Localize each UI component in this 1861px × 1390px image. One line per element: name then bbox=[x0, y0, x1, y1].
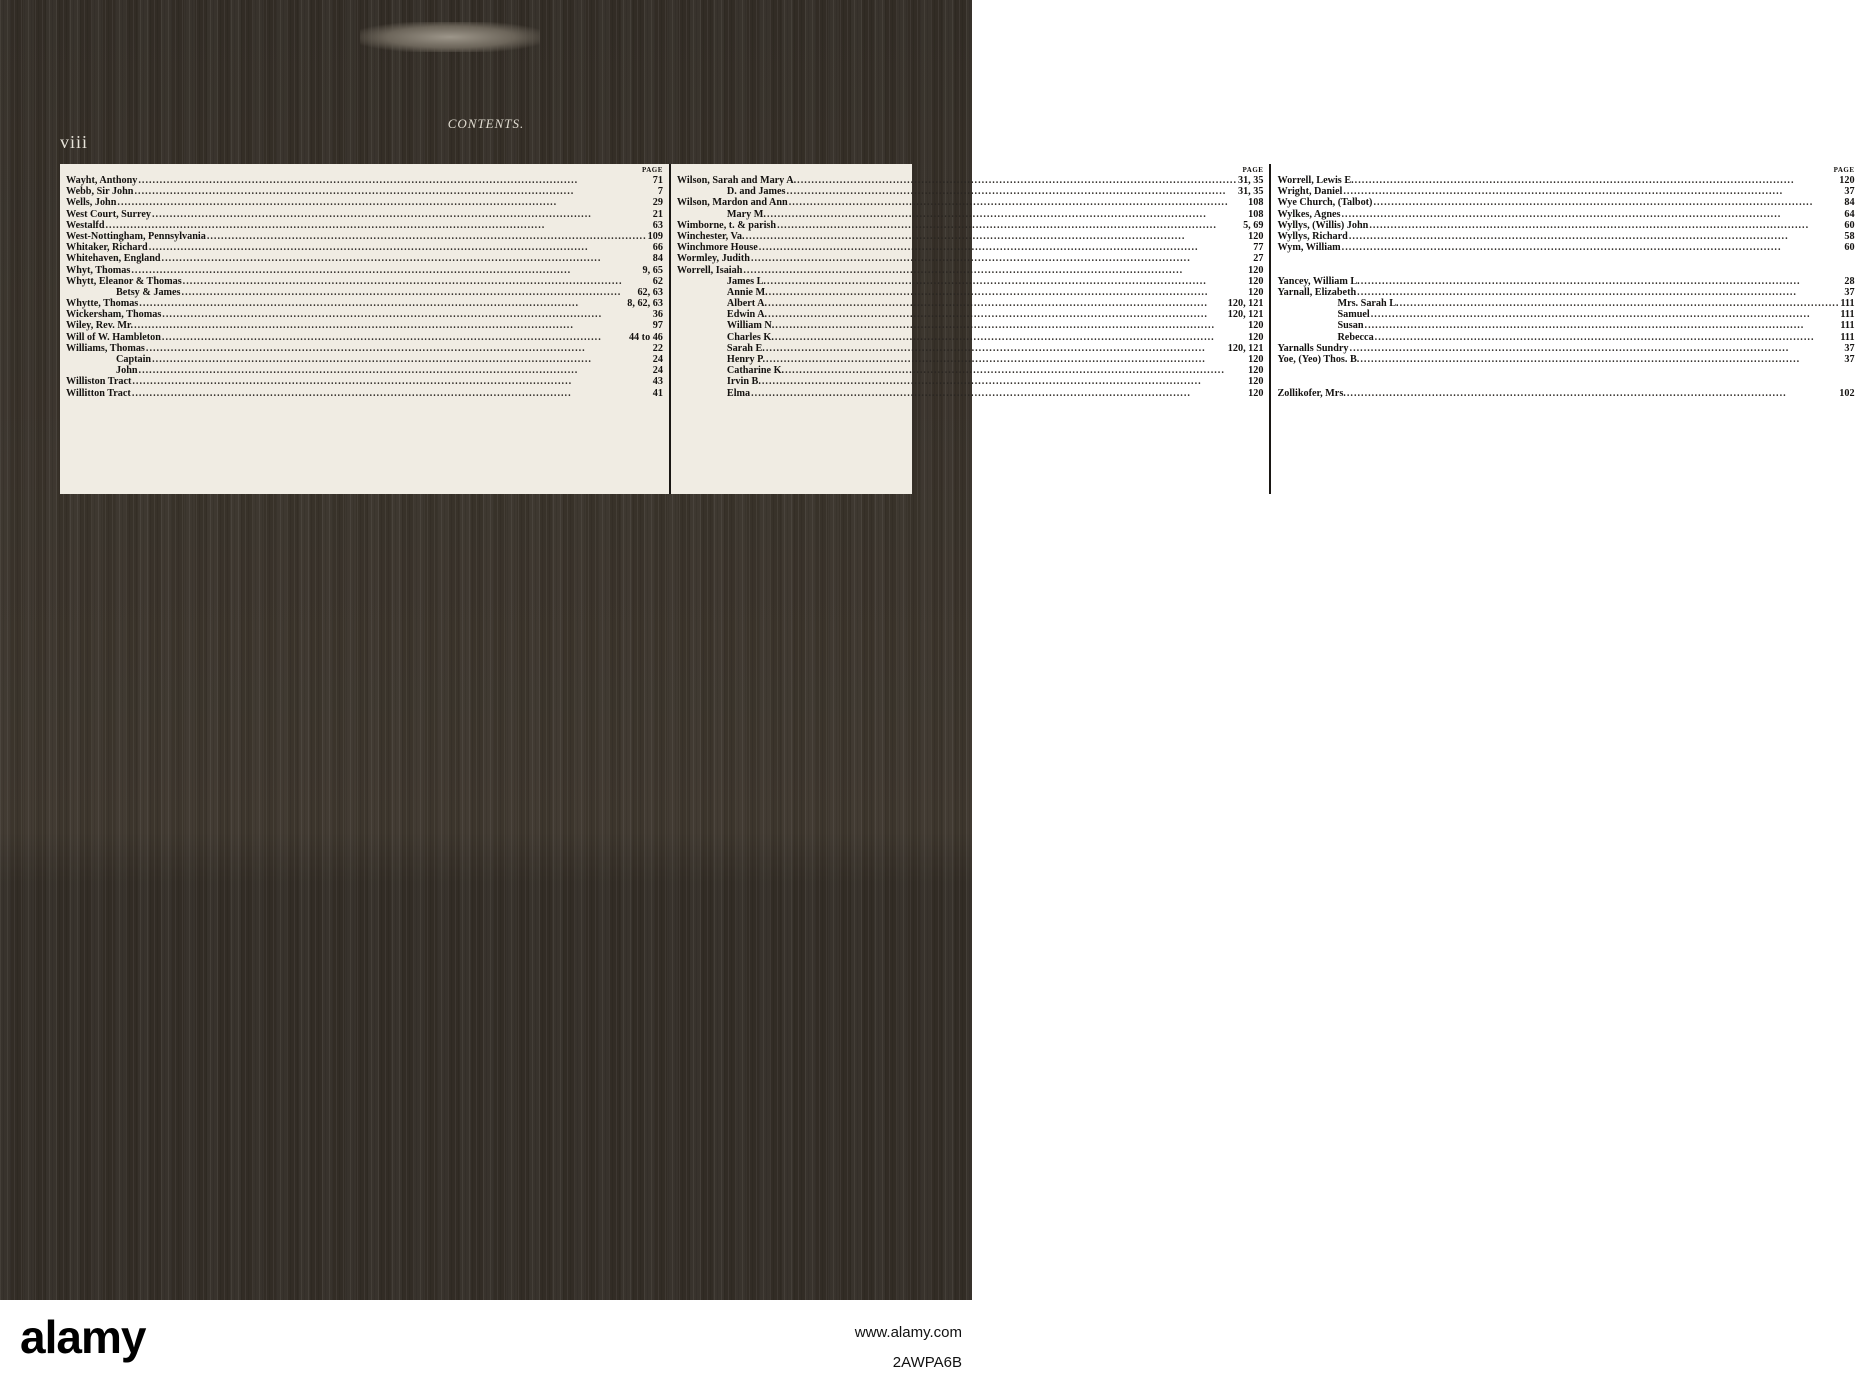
leader-dots bbox=[182, 287, 637, 298]
leader-dots bbox=[766, 354, 1247, 365]
contents-entry bbox=[1277, 309, 1854, 320]
contents-entry bbox=[677, 287, 1264, 298]
contents-entry bbox=[66, 332, 663, 343]
contents-entry bbox=[1277, 320, 1854, 331]
contents-column-2 bbox=[669, 164, 1270, 494]
entry-page: 111 bbox=[1840, 309, 1855, 321]
leader-dots bbox=[138, 175, 651, 186]
entry-name: Wickersham, Thomas bbox=[66, 309, 162, 321]
entry-name: Wayht, Anthony bbox=[66, 175, 138, 186]
contents-entry bbox=[677, 309, 1264, 320]
contents-entry bbox=[1277, 332, 1854, 343]
entry-name: Whitehaven, England bbox=[66, 253, 161, 265]
entry-name: Williston Tract bbox=[66, 376, 132, 388]
contents-entry bbox=[66, 253, 663, 264]
leader-dots bbox=[139, 365, 652, 376]
leader-dots bbox=[1373, 197, 1843, 208]
entry-page: 64 bbox=[1844, 208, 1855, 220]
footer-info bbox=[608, 1306, 962, 1386]
entry-name: Wilson, Sarah and Mary A. bbox=[676, 175, 797, 186]
contents-entry bbox=[66, 388, 663, 399]
footer-image-id: 2AWPA6B bbox=[892, 1354, 962, 1371]
leader-dots bbox=[769, 287, 1248, 298]
leader-dots bbox=[134, 320, 652, 331]
entry-name: Zollikofer, Mrs. bbox=[1277, 387, 1346, 399]
entry-name: Yarnalls Sundry bbox=[1277, 342, 1349, 354]
entry-page: 120, 121 bbox=[1227, 298, 1264, 310]
entry-page: 120 bbox=[1248, 264, 1264, 276]
entry-page: 71 bbox=[652, 175, 663, 186]
entry-page: 108 bbox=[1248, 208, 1264, 220]
entry-page: 66 bbox=[652, 242, 663, 254]
leader-dots bbox=[1350, 343, 1844, 354]
entry-page: 120 bbox=[1248, 275, 1264, 287]
leader-dots bbox=[1371, 309, 1840, 320]
entry-name: Willitton Tract bbox=[66, 387, 131, 399]
entry-name: Captain bbox=[116, 354, 152, 365]
contents-entry bbox=[66, 298, 663, 309]
entry-page: 120 bbox=[1248, 354, 1264, 365]
leader-dots bbox=[785, 365, 1247, 376]
contents-entry bbox=[1277, 276, 1854, 287]
entry-name: Winchester, Va. bbox=[676, 230, 745, 242]
leader-dots bbox=[775, 332, 1247, 343]
leader-dots bbox=[162, 253, 652, 264]
entry-name: Yarnall, Elizabeth bbox=[1277, 286, 1357, 298]
leader-dots bbox=[789, 197, 1247, 208]
leader-dots bbox=[759, 242, 1253, 253]
leader-dots bbox=[149, 242, 652, 253]
entry-page: 77 bbox=[1253, 242, 1264, 254]
entry-page: 120 bbox=[1248, 387, 1264, 399]
column-head: PAGE bbox=[1242, 166, 1264, 174]
entry-page: 62, 63 bbox=[637, 286, 663, 298]
leader-dots bbox=[183, 276, 652, 287]
leader-dots bbox=[162, 332, 628, 343]
entry-page: 58 bbox=[1844, 230, 1855, 242]
entry-name: Winchmore House bbox=[676, 242, 758, 254]
contents-entry bbox=[677, 276, 1264, 287]
contents-entry bbox=[66, 197, 663, 208]
leader-dots bbox=[132, 388, 652, 399]
entry-page: 97 bbox=[652, 320, 663, 332]
contents-entry bbox=[66, 287, 663, 298]
leader-dots bbox=[131, 265, 641, 276]
contents-entry bbox=[1277, 265, 1854, 276]
entry-page: 5, 69 bbox=[1243, 219, 1264, 231]
leader-dots bbox=[146, 343, 652, 354]
contents-entry bbox=[677, 343, 1264, 354]
contents-entry bbox=[1277, 365, 1854, 376]
contents-entry bbox=[1277, 354, 1854, 365]
entry-page: 120, 121 bbox=[1227, 342, 1264, 354]
entry-page: 37 bbox=[1844, 286, 1855, 298]
entry-page: 36 bbox=[652, 309, 663, 321]
entry-page: 9, 65 bbox=[642, 264, 663, 276]
entry-name: Albert A. bbox=[726, 298, 768, 310]
entry-name: Susan bbox=[1337, 320, 1364, 332]
entry-page: 22 bbox=[652, 342, 663, 354]
contents-entry bbox=[66, 242, 663, 253]
column-head: PAGE bbox=[1833, 166, 1855, 174]
entry-name: Westalfd bbox=[66, 219, 105, 231]
contents-entry bbox=[677, 388, 1264, 399]
contents-heading: CONTENTS. bbox=[447, 116, 525, 131]
entry-page: 120 bbox=[1839, 175, 1855, 186]
leader-dots bbox=[1343, 186, 1843, 197]
entry-page: 21 bbox=[652, 208, 663, 220]
entry-page: 109 bbox=[647, 230, 663, 242]
contents-entry bbox=[677, 231, 1264, 242]
leader-dots bbox=[1341, 209, 1843, 220]
column-head: PAGE bbox=[641, 166, 663, 174]
contents-entry bbox=[66, 209, 663, 220]
entry-page: 29 bbox=[652, 197, 663, 209]
entry-name: John bbox=[116, 365, 138, 377]
leader-dots bbox=[767, 209, 1247, 220]
entry-name: Mrs. Sarah L. bbox=[1337, 298, 1399, 310]
leader-dots bbox=[117, 197, 651, 208]
leader-dots bbox=[152, 209, 652, 220]
entry-page: 31, 35 bbox=[1237, 186, 1264, 198]
entry-name: Irvin B. bbox=[726, 376, 761, 388]
entry-name: Mary M. bbox=[726, 208, 766, 220]
entry-page: 43 bbox=[652, 376, 663, 388]
leader-dots bbox=[768, 309, 1227, 320]
entry-name: Wimborne, t. & parish bbox=[676, 219, 777, 231]
entry-name: William N. bbox=[726, 320, 775, 332]
entry-name: Wilson, Mardon and Ann bbox=[676, 197, 788, 209]
contents-entry bbox=[1277, 343, 1854, 354]
entry-name: James L. bbox=[726, 275, 766, 287]
leader-dots bbox=[1361, 276, 1844, 287]
leader-dots bbox=[1365, 320, 1840, 331]
contents-entry bbox=[1277, 376, 1854, 387]
contents-entry bbox=[66, 186, 663, 197]
footer-url: www.alamy.com bbox=[854, 1324, 962, 1341]
contents-entry bbox=[677, 220, 1264, 231]
entry-page: 120 bbox=[1248, 286, 1264, 298]
leader-dots bbox=[751, 253, 1252, 264]
page-number: viii bbox=[60, 132, 89, 152]
entry-page: 84 bbox=[652, 253, 663, 265]
entry-name: Annie M. bbox=[726, 286, 768, 298]
entry-name: Whytte, Thomas bbox=[66, 298, 139, 310]
contents-entry bbox=[677, 332, 1264, 343]
contents-entry bbox=[677, 365, 1264, 376]
entry-name: Wells, John bbox=[66, 197, 117, 209]
contents-entry bbox=[1277, 298, 1854, 309]
entry-name: Henry P. bbox=[726, 354, 766, 365]
contents-entry bbox=[677, 320, 1264, 331]
header-smudge bbox=[360, 22, 540, 52]
leader-dots bbox=[775, 320, 1247, 331]
entry-page: 84 bbox=[1844, 197, 1855, 209]
entry-name: Williams, Thomas bbox=[66, 342, 145, 354]
entry-page: 27 bbox=[1253, 253, 1264, 265]
entry-name: Yoe, (Yeo) Thos. B. bbox=[1277, 354, 1360, 365]
entry-name: D. and James bbox=[726, 186, 786, 198]
contents-entry bbox=[1277, 388, 1854, 399]
contents-entry bbox=[1277, 209, 1854, 220]
contents-entry bbox=[66, 365, 663, 376]
entry-name: Webb, Sir John bbox=[66, 186, 134, 198]
brand-logo: alamy bbox=[20, 1311, 146, 1363]
entry-name: Wye Church, (Talbot) bbox=[1277, 197, 1373, 209]
leader-dots bbox=[743, 265, 1247, 276]
entry-page: 111 bbox=[1840, 320, 1855, 332]
contents-entry bbox=[677, 209, 1264, 220]
entry-page: 62 bbox=[652, 275, 663, 287]
contents-entry bbox=[1277, 175, 1854, 186]
leader-dots bbox=[1375, 332, 1840, 343]
entry-page: 37 bbox=[1844, 186, 1855, 198]
leader-dots bbox=[766, 343, 1227, 354]
leader-dots bbox=[797, 175, 1237, 186]
contents-entry bbox=[66, 320, 663, 331]
contents-entry bbox=[1277, 253, 1854, 264]
leader-dots bbox=[1369, 220, 1843, 231]
contents-entry bbox=[66, 265, 663, 276]
entry-page: 28 bbox=[1844, 275, 1855, 287]
leader-dots bbox=[1355, 175, 1839, 186]
contents-entry bbox=[66, 276, 663, 287]
contents-column-1 bbox=[60, 164, 669, 494]
contents-entry bbox=[66, 343, 663, 354]
entry-name: West Court, Surrey bbox=[66, 208, 151, 220]
entry-name: Wym, William bbox=[1277, 242, 1341, 254]
entry-name: Worrell, Isaiah bbox=[676, 264, 743, 276]
entry-page: 111 bbox=[1840, 331, 1855, 343]
contents-entry bbox=[677, 197, 1264, 208]
contents-entry bbox=[677, 376, 1264, 387]
leader-dots bbox=[132, 376, 651, 387]
entry-page: 7 bbox=[657, 186, 663, 198]
leader-dots bbox=[768, 298, 1227, 309]
leader-dots bbox=[152, 354, 652, 365]
entry-page: 120 bbox=[1248, 365, 1264, 377]
entry-page: 37 bbox=[1844, 354, 1855, 365]
contents-entry bbox=[677, 186, 1264, 197]
entry-page: 108 bbox=[1248, 197, 1264, 209]
contents-column-3 bbox=[1269, 164, 1860, 494]
entry-name: Will of W. Hambleton bbox=[66, 331, 161, 343]
leader-dots bbox=[751, 388, 1247, 399]
contents-entry bbox=[66, 220, 663, 231]
entry-name: West-Nottingham, Pennsylvania bbox=[66, 230, 206, 242]
entry-name: Wormley, Judith bbox=[676, 253, 750, 265]
contents-entry bbox=[677, 298, 1264, 309]
contents-entry bbox=[66, 354, 663, 365]
entry-name: Wyllys, Richard bbox=[1277, 230, 1348, 242]
contents-entry bbox=[1277, 186, 1854, 197]
entry-name: Whyt, Thomas bbox=[66, 264, 131, 276]
contents-entry bbox=[1277, 287, 1854, 298]
leader-dots bbox=[106, 220, 652, 231]
entry-page: 60 bbox=[1844, 242, 1855, 254]
entry-page: 24 bbox=[652, 365, 663, 377]
entry-page: 24 bbox=[652, 354, 663, 365]
leader-dots bbox=[139, 298, 626, 309]
entry-page: 60 bbox=[1844, 219, 1855, 231]
contents-entry bbox=[677, 265, 1264, 276]
entry-name: Rebecca bbox=[1337, 331, 1374, 343]
entry-page: 120 bbox=[1248, 376, 1264, 388]
entry-page: 120 bbox=[1248, 230, 1264, 242]
leader-dots bbox=[762, 376, 1247, 387]
entry-page: 44 to 46 bbox=[628, 331, 663, 343]
entry-name: Whytt, Eleanor & Thomas bbox=[66, 275, 182, 287]
leader-dots bbox=[787, 186, 1237, 197]
contents-entry bbox=[677, 354, 1264, 365]
leader-dots bbox=[1400, 298, 1840, 309]
entry-name: Wright, Daniel bbox=[1277, 186, 1343, 198]
contents-entry bbox=[677, 242, 1264, 253]
contents-entry bbox=[66, 309, 663, 320]
entry-page: 37 bbox=[1844, 342, 1855, 354]
entry-name: Betsy & James bbox=[116, 286, 181, 298]
leader-dots bbox=[777, 220, 1242, 231]
entry-name: Worrell, Lewis E. bbox=[1277, 175, 1354, 186]
entry-page: 63 bbox=[652, 219, 663, 231]
contents-entry bbox=[677, 253, 1264, 264]
leader-dots bbox=[134, 186, 656, 197]
entry-page: 111 bbox=[1840, 298, 1855, 310]
entry-name: Edwin A. bbox=[726, 309, 768, 321]
contents-entry bbox=[1277, 220, 1854, 231]
contents-entry bbox=[66, 231, 663, 242]
entry-name: Wiley, Rev. Mr. bbox=[66, 320, 134, 332]
contents-entry bbox=[1277, 197, 1854, 208]
entry-name: Elma bbox=[726, 387, 751, 399]
entry-name: Whitaker, Richard bbox=[66, 242, 148, 254]
contents-entry bbox=[677, 175, 1264, 186]
contents-entry bbox=[1277, 242, 1854, 253]
leader-dots bbox=[1349, 231, 1844, 242]
contents-table bbox=[60, 164, 1855, 494]
leader-dots bbox=[1347, 388, 1838, 399]
entry-page: 120 bbox=[1248, 331, 1264, 343]
entry-name: Catharine K. bbox=[726, 365, 785, 377]
entry-name: Samuel bbox=[1337, 309, 1370, 321]
leader-dots bbox=[1360, 354, 1843, 365]
contents-entry bbox=[66, 376, 663, 387]
contents-entry bbox=[1277, 231, 1854, 242]
entry-name: Yancey, William L. bbox=[1277, 275, 1360, 287]
entry-name: Wyllys, (Willis) John bbox=[1277, 219, 1369, 231]
entry-page: 120, 121 bbox=[1227, 309, 1264, 321]
leader-dots bbox=[767, 276, 1247, 287]
entry-page: 41 bbox=[652, 387, 663, 399]
entry-page: 31, 35 bbox=[1237, 175, 1264, 186]
leader-dots bbox=[746, 231, 1248, 242]
entry-page: 120 bbox=[1248, 320, 1264, 332]
leader-dots bbox=[207, 231, 647, 242]
entry-name: Wylkes, Agnes bbox=[1277, 208, 1341, 220]
leader-dots bbox=[1342, 242, 1844, 253]
entry-name: Charles K. bbox=[726, 331, 774, 343]
entry-page: 8, 62, 63 bbox=[627, 298, 663, 310]
leader-dots bbox=[1357, 287, 1843, 298]
leader-dots bbox=[162, 309, 651, 320]
entry-page: 102 bbox=[1839, 387, 1855, 399]
entry-name: Sarah E. bbox=[726, 342, 765, 354]
contents-entry bbox=[66, 175, 663, 186]
